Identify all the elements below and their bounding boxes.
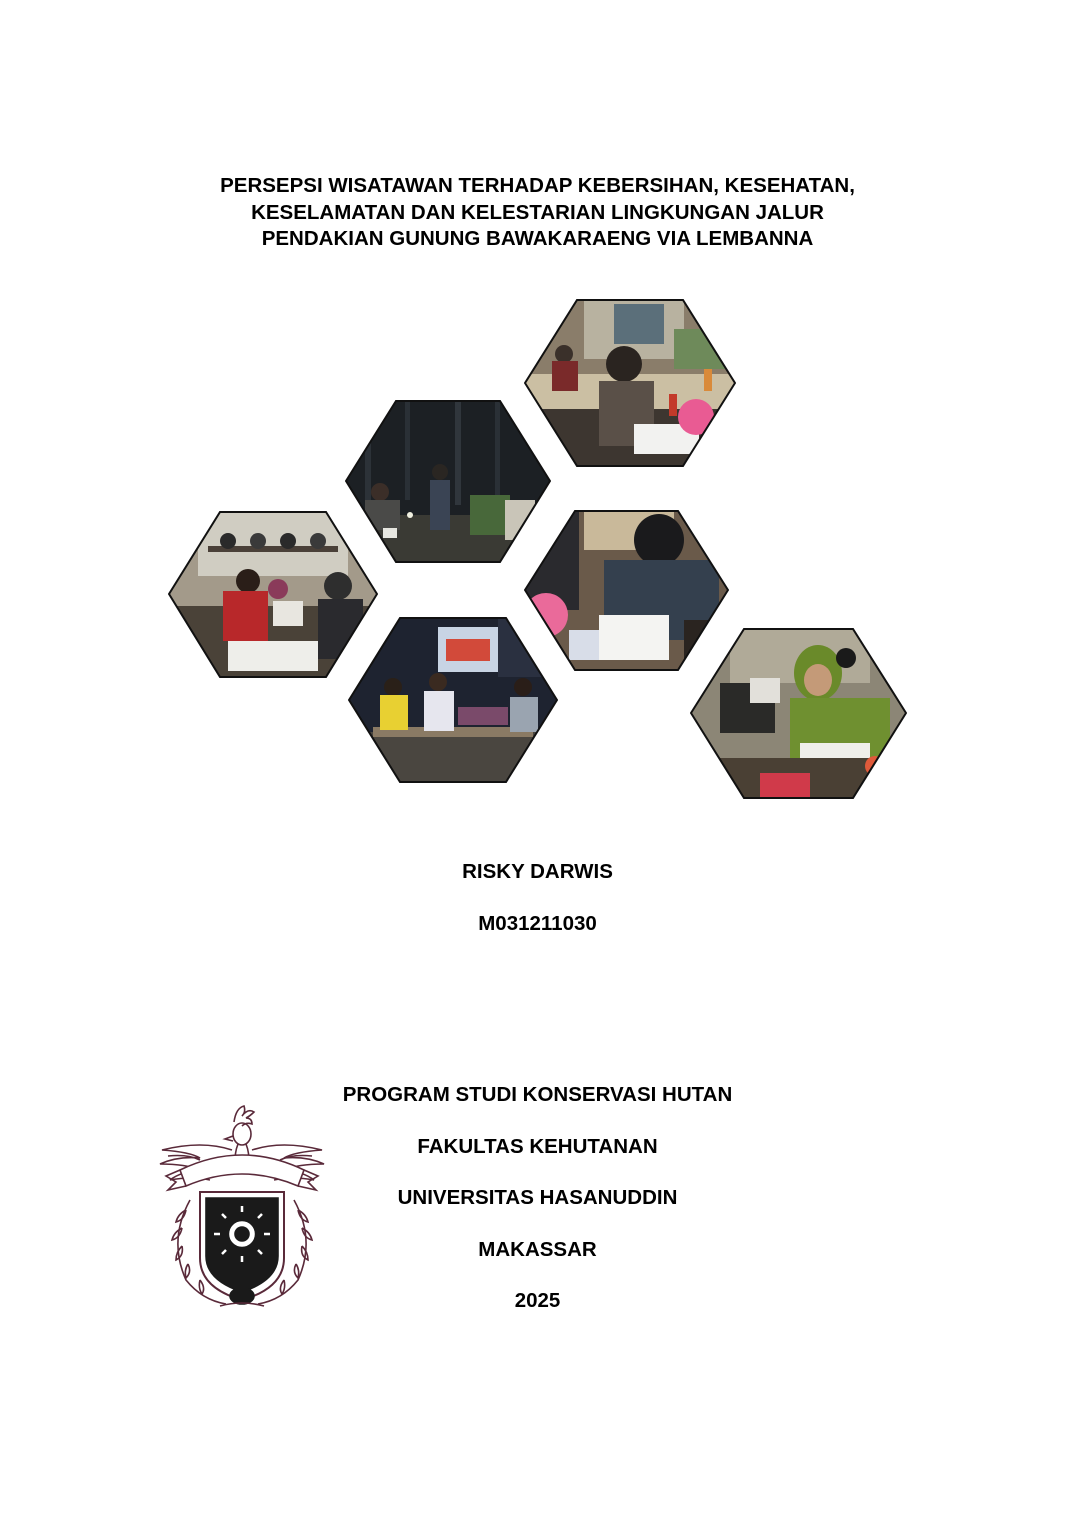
title-line-2: KESELAMATAN DAN KELESTARIAN LINGKUNGAN JALUR xyxy=(251,200,824,224)
program-name: PROGRAM STUDI KONSERVASI HUTAN xyxy=(342,1083,733,1106)
photo-warung-table xyxy=(524,299,736,467)
university-logo xyxy=(150,1100,330,1315)
author-name: RISKY DARWIS xyxy=(462,860,613,883)
city-name: MAKASSAR xyxy=(478,1238,597,1261)
faculty-name: FAKULTAS KEHUTANAN xyxy=(417,1135,658,1158)
photo-green-jacket xyxy=(690,628,907,799)
publication-year: 2025 xyxy=(514,1289,561,1312)
title-line-1: PERSEPSI WISATAWAN TERHADAP KEBERSIHAN, KESEHATAN, xyxy=(220,174,855,197)
title-line-3: PENDAKIAN GUNUNG BAWAKARAENG VIA LEMBANNA xyxy=(261,227,814,250)
student-id: M031211030 xyxy=(478,912,597,935)
university-name: UNIVERSITAS HASANUDDIN xyxy=(397,1186,678,1209)
photo-camp-bench xyxy=(348,617,558,783)
photo-shelter-left xyxy=(168,511,378,678)
